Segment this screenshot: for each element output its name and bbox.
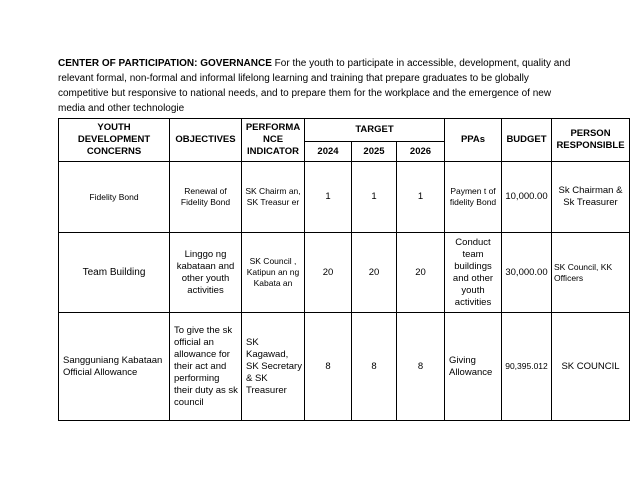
header-indicator: PERFORMA NCE INDICATOR	[242, 119, 305, 162]
intro-paragraph	[58, 56, 578, 116]
cell-budget: 90,395.012	[502, 313, 552, 421]
cell-indicator: SK Chairm an, SK Treasur er	[242, 162, 305, 233]
cell-concern: Sangguniang Kabataan Official Allowance	[59, 313, 170, 421]
header-objectives: OBJECTIVES	[170, 119, 242, 162]
cell-budget: 10,000.00	[502, 162, 552, 233]
header-concerns: YOUTH DEVELOPMENT CONCERNS	[59, 119, 170, 162]
cell-concern: Team Building	[59, 233, 170, 313]
cell-ppa: Giving Allowance	[445, 313, 502, 421]
cell-indicator: SK Kagawad, SK Secretary & SK Treasurer	[242, 313, 305, 421]
cell-person: SK COUNCIL	[552, 313, 630, 421]
header-row	[59, 119, 630, 142]
header-target: TARGET	[305, 119, 445, 142]
cell-objective: Renewal of Fidelity Bond	[170, 162, 242, 233]
table-row	[59, 162, 630, 233]
cell-indicator: SK Council , Katipun an ng Kabata an	[242, 233, 305, 313]
cell-person: Sk Chairman & Sk Treasurer	[552, 162, 630, 233]
cell-2024: 20	[305, 233, 352, 313]
plan-table	[58, 118, 630, 421]
table-row	[59, 233, 630, 313]
header-2024: 2024	[305, 142, 352, 162]
intro-heading: CENTER OF PARTICIPATION: GOVERNANCE	[58, 58, 272, 69]
cell-person: SK Council, KK Officers	[552, 233, 630, 313]
cell-2025: 8	[352, 313, 397, 421]
header-budget: BUDGET	[502, 119, 552, 162]
table-row	[59, 313, 630, 421]
cell-2025: 20	[352, 233, 397, 313]
cell-concern: Fidelity Bond	[59, 162, 170, 233]
cell-ppa: Conduct team buildings and other youth activities	[445, 233, 502, 313]
header-2025: 2025	[352, 142, 397, 162]
cell-ppa: Paymen t of fidelity Bond	[445, 162, 502, 233]
cell-2024: 8	[305, 313, 352, 421]
cell-2026: 1	[397, 162, 445, 233]
cell-objective: Linggo ng kabataan and other youth activities	[170, 233, 242, 313]
cell-2026: 8	[397, 313, 445, 421]
header-ppas: PPAs	[445, 119, 502, 162]
cell-objective: To give the sk official an allowance for their act and performing their duty as sk council	[170, 313, 242, 421]
cell-2025: 1	[352, 162, 397, 233]
intro-text: For the youth to participate in accessible, development, quality and relevant formal, non-formal and informal lifelong learning and training that prepare graduates to be globally competitive but responsive to national needs, and to prepare them for the workplace and the emergence of new media and other technologie	[58, 58, 571, 114]
header-2026: 2026	[397, 142, 445, 162]
header-person: PERSON RESPONSIBLE	[552, 119, 630, 162]
cell-budget: 30,000.00	[502, 233, 552, 313]
cell-2024: 1	[305, 162, 352, 233]
cell-2026: 20	[397, 233, 445, 313]
